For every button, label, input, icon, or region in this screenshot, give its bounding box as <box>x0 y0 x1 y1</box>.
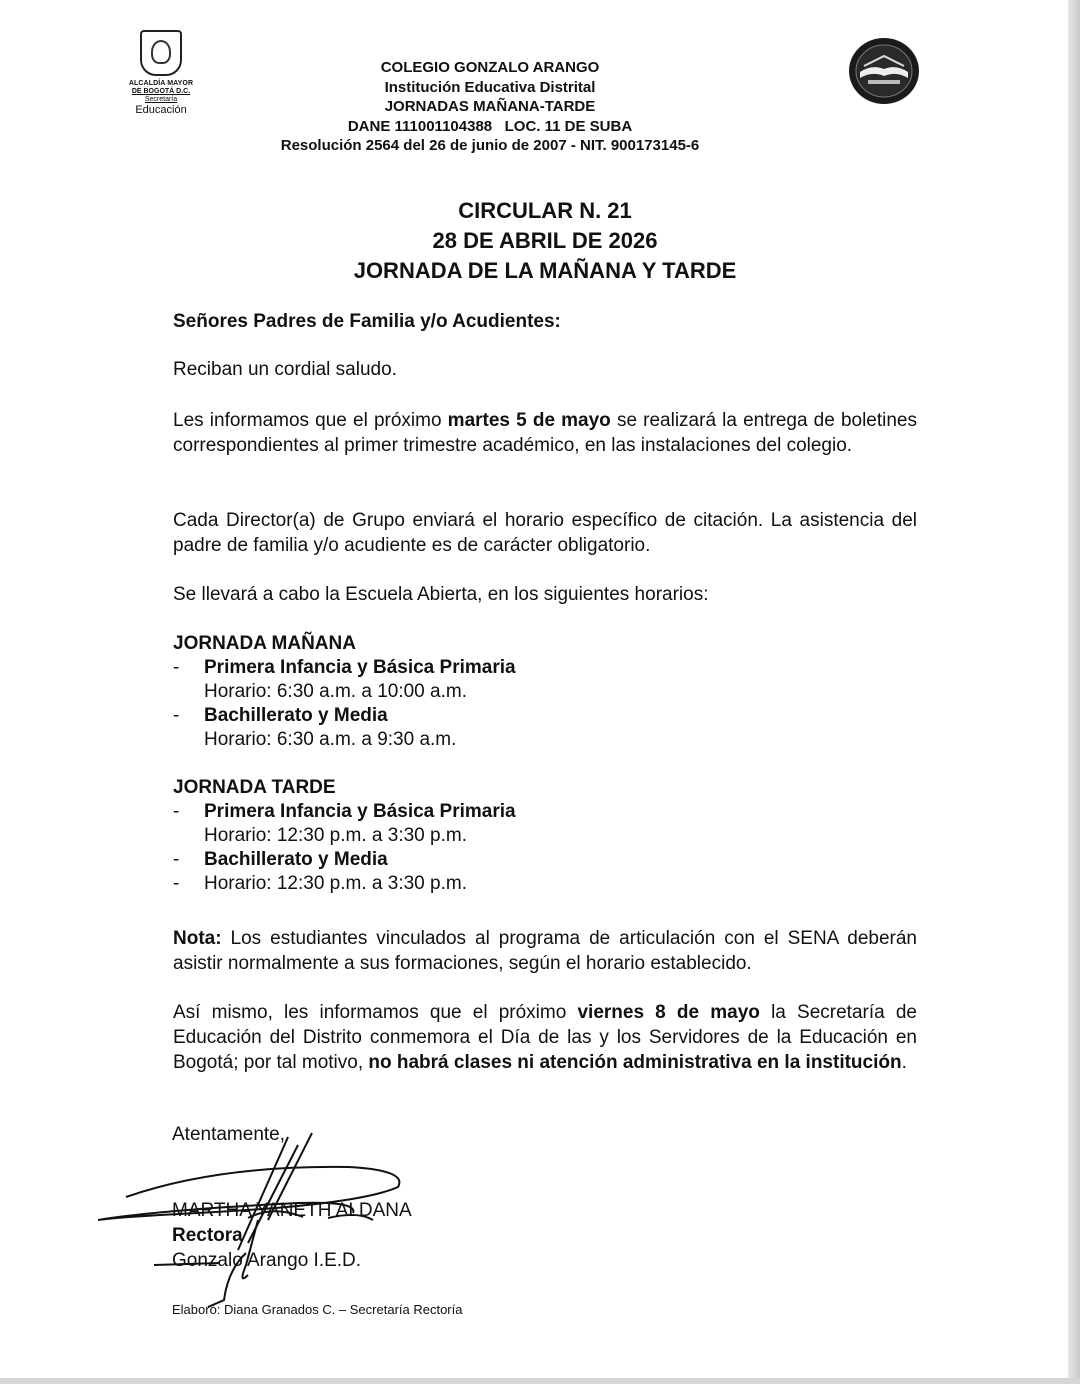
salutation: Reciban un cordial saludo. <box>173 359 397 380</box>
morning-group-2: Bachillerato y Media <box>204 705 388 726</box>
note-text: Los estudiantes vinculados al programa de articulación con el SENA deberán asistir normalmente a sus formaciones, según el horario establecido. <box>173 928 917 974</box>
bogota-logo <box>116 30 206 125</box>
p4-middle: la Secretaría de Educación del Distrito conmemora el Día de las y los Servidores de la Educación en Bogotá; por tal motivo, <box>173 1002 917 1073</box>
paragraph-delivery <box>173 408 917 458</box>
dane-code: DANE 111001104388 LOC. 11 DE SUBA <box>347 117 633 135</box>
afternoon-group-1-time: Horario: 12:30 p.m. a 3:30 p.m. <box>204 825 467 846</box>
page-bottom-shadow <box>0 1378 1080 1384</box>
list-dash: - <box>173 873 180 894</box>
addressee: Señores Padres de Familia y/o Acudientes: <box>173 311 561 332</box>
paragraph-attendance: Cada Director(a) de Grupo enviará el horario específico de citación. La asistencia del padre de familia y/o acudiente es de carácter obligatorio. <box>173 510 917 556</box>
p4-date: viernes 8 de mayo <box>577 1002 760 1023</box>
list-item-time <box>173 680 917 704</box>
list-item <box>173 848 917 872</box>
list-dash: - <box>173 705 180 726</box>
circular-number: CIRCULAR N. 21 <box>458 198 632 223</box>
list-item-time <box>173 824 917 848</box>
elaborated-by: Elaboró: Diana Granados C. – Secretaría Rectoría <box>172 1302 463 1317</box>
list-item-time <box>173 728 917 752</box>
circular-title <box>290 196 800 286</box>
afternoon-group-1: Primera Infancia y Básica Primaria <box>204 801 516 822</box>
afternoon-group-2: Bachillerato y Media <box>204 849 388 870</box>
logo-line-4: Educación <box>135 104 187 116</box>
resolution: Resolución 2564 del 26 de junio de 2007 - NIT. 900173145-6 <box>280 137 700 154</box>
bogota-crest-icon <box>140 30 182 76</box>
p1-before: Les informamos que el próximo <box>173 410 448 431</box>
p4-end: . <box>901 1052 907 1073</box>
p1-date: martes 5 de mayo <box>447 410 611 431</box>
school-header <box>240 58 740 156</box>
p1-after: se realizará la entrega de boletines correspondientes al primer trimestre académico, en las instalaciones del colegio. <box>173 410 918 456</box>
circular-subject: JORNADA DE LA MAÑANA Y TARDE <box>353 258 737 283</box>
circular-date: 28 DE ABRIL DE 2026 <box>432 228 658 253</box>
list-item <box>173 656 917 680</box>
logo-line-1: ALCALDÍA MAYOR <box>128 80 194 87</box>
afternoon-group-2-time: Horario: 12:30 p.m. a 3:30 p.m. <box>204 873 467 894</box>
afternoon-heading: JORNADA TARDE <box>173 777 336 798</box>
handwritten-signature <box>98 1125 458 1315</box>
list-dash: - <box>173 657 180 678</box>
note-label: Nota: <box>173 928 222 949</box>
morning-group-1-time: Horario: 6:30 a.m. a 10:00 a.m. <box>204 681 467 702</box>
logo-line-3: Secretaría <box>144 96 178 103</box>
paragraph-open-school: Se llevará a cabo la Escuela Abierta, en los siguientes horarios: <box>173 584 709 605</box>
signer-name: MARTHA YANETH ALDANA <box>172 1200 412 1221</box>
p4-no-classes: no habrá clases ni atención administrativa en la institución <box>368 1052 902 1073</box>
morning-group-1: Primera Infancia y Básica Primaria <box>204 657 516 678</box>
signer-school: Gonzalo Arango I.E.D. <box>172 1250 362 1271</box>
p4-before: Así mismo, les informamos que el próximo <box>173 1002 578 1023</box>
school-seal-icon <box>846 36 922 106</box>
morning-group-2-time: Horario: 6:30 a.m. a 9:30 a.m. <box>204 729 457 750</box>
page-edge-shadow <box>1068 0 1080 1384</box>
list-dash: - <box>173 801 180 822</box>
paragraph-holiday <box>173 1000 917 1075</box>
logo-line-2: DE BOGOTÁ D.C. <box>131 88 191 95</box>
school-name: COLEGIO GONZALO ARANGO <box>380 59 600 76</box>
list-dash: - <box>173 849 180 870</box>
schedule-afternoon <box>173 776 917 896</box>
signer-role: Rectora <box>172 1225 243 1246</box>
list-item <box>173 800 917 824</box>
note-paragraph <box>173 926 917 976</box>
closing: Atentamente, <box>172 1124 286 1145</box>
shifts: JORNADAS MAÑANA-TARDE <box>384 98 596 115</box>
morning-heading: JORNADA MAÑANA <box>173 633 356 654</box>
list-item <box>173 872 917 896</box>
institution-type: Institución Educativa Distrital <box>384 78 596 96</box>
schedule-morning <box>173 632 917 752</box>
list-item <box>173 704 917 728</box>
